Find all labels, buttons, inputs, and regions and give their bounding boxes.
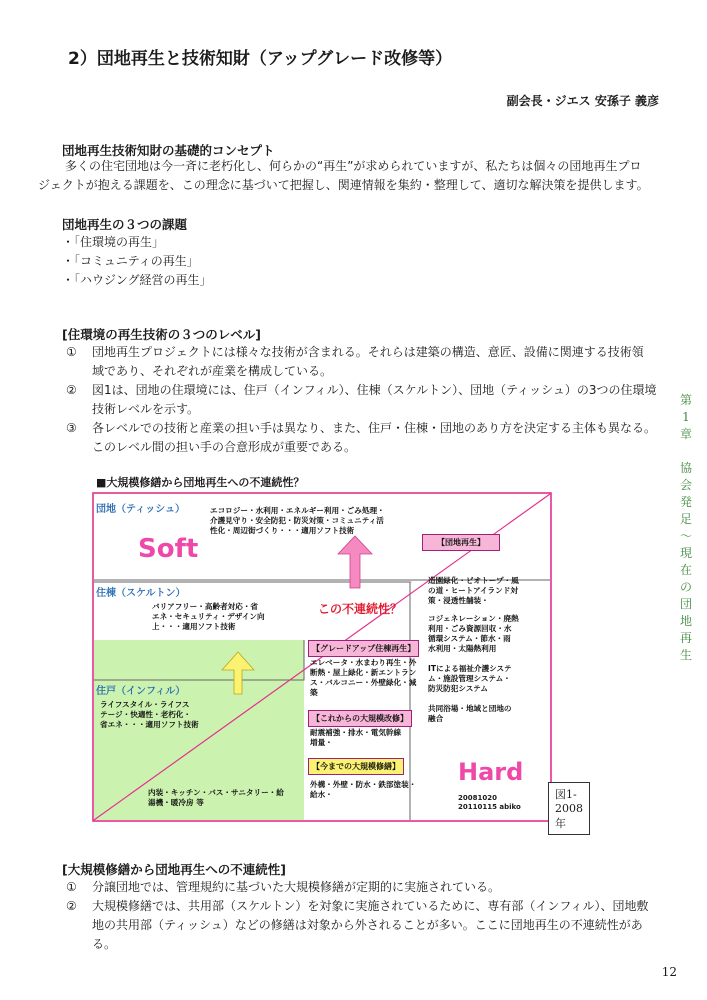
- text-line: 性化・周辺街づくり・・・適用ソフト技術: [210, 526, 355, 535]
- sidebar-char: [678, 443, 694, 460]
- tag-future-renovation: 【これからの大規模改修】: [308, 710, 412, 727]
- list-item: [66, 343, 666, 362]
- section3-heading: [住環境の再生技術の３つのレベル]: [62, 327, 261, 342]
- sidebar-char: 現: [679, 546, 692, 560]
- hard-label: Hard: [458, 758, 524, 786]
- text-line: コジェネレーション・廃熱: [428, 614, 519, 623]
- sidebar-char: 会: [679, 478, 692, 492]
- section4-list: [66, 878, 666, 954]
- figure-number-label: 図1-2008年: [548, 782, 590, 835]
- page-title: 2）団地再生と技術知財（アップグレード改修等）: [68, 49, 453, 69]
- past-text: [310, 780, 416, 800]
- text-line: 給水・: [310, 790, 333, 799]
- section1-line: 多くの住宅団地は今一斉に老朽化し、何らかの“再生”が求められていますが、私たちは個々の団地再生プロ: [65, 159, 642, 173]
- item-number: ①: [66, 880, 77, 894]
- text-line: 造園緑化・ビオトープ・風: [428, 576, 519, 585]
- sidebar-char: ～: [679, 529, 692, 543]
- date-line: 20081020: [458, 794, 497, 802]
- text-line: エレベータ・水まわり再生・外: [310, 658, 417, 667]
- page-number: 12: [661, 965, 677, 979]
- tissue-text: [210, 506, 385, 536]
- right-text-2: [428, 614, 519, 654]
- item-text-cont: このレベル間の担い手の合意形成が重要である。: [92, 440, 357, 454]
- zone-label-skeleton: 住棟（スケルトン）: [96, 588, 186, 599]
- soft-label: Soft: [138, 534, 199, 564]
- discontinuity-label: この不連続性？: [318, 602, 403, 616]
- sidebar-char: 第: [679, 393, 692, 407]
- text-line: 増量・: [310, 738, 333, 747]
- text-line: 策・浸透性舗装・: [428, 596, 489, 605]
- text-line: 利用・ごみ資源回収・水: [428, 624, 512, 633]
- tag-past-repair: 【今までの大規模修繕】: [308, 758, 404, 775]
- text-line: 省エネ・・・適用ソフト技術: [100, 720, 199, 729]
- item-number: ②: [66, 899, 77, 913]
- list-item: [66, 381, 666, 400]
- sidebar-char: 足: [679, 512, 692, 526]
- figure-dates: [458, 794, 521, 812]
- skeleton-text: [152, 602, 265, 632]
- right-text-3: [428, 664, 512, 694]
- text-line: 外構・外壁・防水・鉄部塗装・: [310, 780, 417, 789]
- infill-text: [100, 700, 199, 730]
- text-line: 共同浴場・地域と団地の: [428, 704, 512, 713]
- text-line: 断熱・屋上緑化・新エントラン: [310, 668, 417, 677]
- text-line: 内装・キッチン・バス・サニタリー・給: [148, 788, 284, 797]
- text-line: 融合: [428, 714, 444, 723]
- sidebar-char: 生: [679, 648, 692, 662]
- section1-body: [38, 157, 665, 195]
- list-item: [66, 878, 666, 897]
- text-line: ス・バルコニー・外壁緑化・減: [310, 678, 417, 687]
- text-line: の道・ヒートアイランド対: [428, 586, 518, 595]
- zone-label-infill: 住戸（インフィル）: [96, 686, 186, 697]
- sidebar-char: 発: [679, 495, 692, 509]
- item-text-cont: る。: [92, 937, 117, 951]
- section2-list: [62, 233, 211, 290]
- author: 副会長・ジエス 安孫子 義彦: [506, 94, 659, 108]
- tag-danchi-saisei: 【団地再生】: [422, 534, 500, 551]
- item-text-cont: 地の共用部（ティッシュ）などの修繕は対象から外されることが多い。ここに団地再生の不連続性があ: [92, 918, 643, 932]
- figure-diagram: [92, 492, 583, 830]
- upgrade-text: [310, 658, 416, 698]
- section4-heading: [大規模修繕から団地再生への不連続性]: [62, 862, 286, 877]
- text-line: 築: [310, 688, 318, 697]
- item-text: 各レベルでの技術と産業の担い手は異なり、また、住戸・住棟・団地のあり方を決定する主体も異なる。: [92, 421, 657, 435]
- item-text-cont: 域であり、それぞれが産業を構成している。: [92, 364, 333, 378]
- item-text-cont: 技術レベルを示す。: [92, 402, 200, 416]
- sidebar-char: 1: [682, 410, 690, 424]
- list-item: ・「ハウジング経営の再生」: [62, 273, 212, 287]
- section3-list: [66, 343, 666, 457]
- list-item: [66, 897, 666, 916]
- sidebar-char: 章: [679, 427, 692, 441]
- sidebar-char: 協: [679, 461, 692, 475]
- zone-label-tissue: 団地（ティッシュ）: [96, 504, 185, 515]
- list-item: [66, 419, 666, 438]
- text-line: 防災防犯システム: [428, 684, 488, 693]
- list-item: ・「コミュニティの再生」: [62, 254, 199, 268]
- text-line: エネ・セキュリティ・デザイン向: [152, 612, 265, 621]
- sidebar-char: 地: [679, 614, 692, 628]
- section1-heading: 団地再生技術知財の基礎的コンセプト: [62, 143, 275, 158]
- chapter-sidebar: [678, 392, 694, 664]
- item-number: ②: [66, 383, 77, 397]
- text-line: 循環システム・節水・雨: [428, 634, 511, 643]
- date-line: 20110115 abiko: [458, 803, 521, 811]
- tag-upgrade: 【グレードアップ住棟再生】: [308, 640, 419, 657]
- text-line: テージ・快適性・老朽化・: [100, 710, 191, 719]
- text-line: バリアフリー・高齢者対応・省: [152, 602, 259, 611]
- text-line: 水利用・太陽熱利用: [428, 644, 497, 653]
- section2-heading: 団地再生の３つの課題: [62, 217, 188, 232]
- sidebar-char: 在: [679, 563, 692, 577]
- item-number: ③: [66, 421, 77, 435]
- item-text: 大規模修繕では、共用部（スケルトン）を対象に実施されているために、専有部（インフィル）、団地敷: [92, 899, 649, 913]
- right-text-1: [428, 576, 519, 606]
- text-line: ライフスタイル・ライフス: [100, 700, 190, 709]
- sidebar-char: 再: [679, 631, 692, 645]
- text-line: ITによる福祉介護システ: [428, 664, 512, 673]
- section1-line: ジェクトが抱える課題を、この理念に基づいて把握し、関連情報を集約・整理して、適切な解決策を提供します。: [38, 178, 649, 192]
- item-number: ①: [66, 345, 77, 359]
- figure-caption: ■大規模修繕から団地再生への不連続性？: [96, 476, 305, 489]
- text-line: 湯機・暖冷房 等: [148, 798, 204, 807]
- item-text: 図1は、団地の住環境には、住戸（インフィル）、住棟（スケルトン）、団地（ティッシュ）の3つの住環境: [92, 383, 657, 397]
- text-line: 介護見守り・安全防犯・防災対策・コミュニティ活: [210, 516, 384, 525]
- future-text: [310, 728, 401, 748]
- list-item: ・「住環境の再生」: [62, 235, 165, 249]
- text-line: 耐震補強・排水・電気幹線: [310, 728, 402, 737]
- text-line: エコロジー・水利用・エネルギー利用・ごみ処理・: [210, 506, 385, 515]
- text-line: ム・施設管理システム・: [428, 674, 511, 683]
- sidebar-char: 団: [679, 597, 692, 611]
- item-text: 分譲団地では、管理規約に基づいた大規模修繕が定期的に実施されている。: [92, 880, 501, 894]
- infill-bottom-text: [148, 788, 284, 808]
- right-text-4: [428, 704, 512, 724]
- text-line: 上・・・適用ソフト技術: [152, 622, 236, 631]
- sidebar-char: の: [679, 580, 692, 594]
- item-text: 団地再生プロジェクトには様々な技術が含まれる。それらは建築の構造、意匠、設備に関連する技術領: [92, 345, 644, 359]
